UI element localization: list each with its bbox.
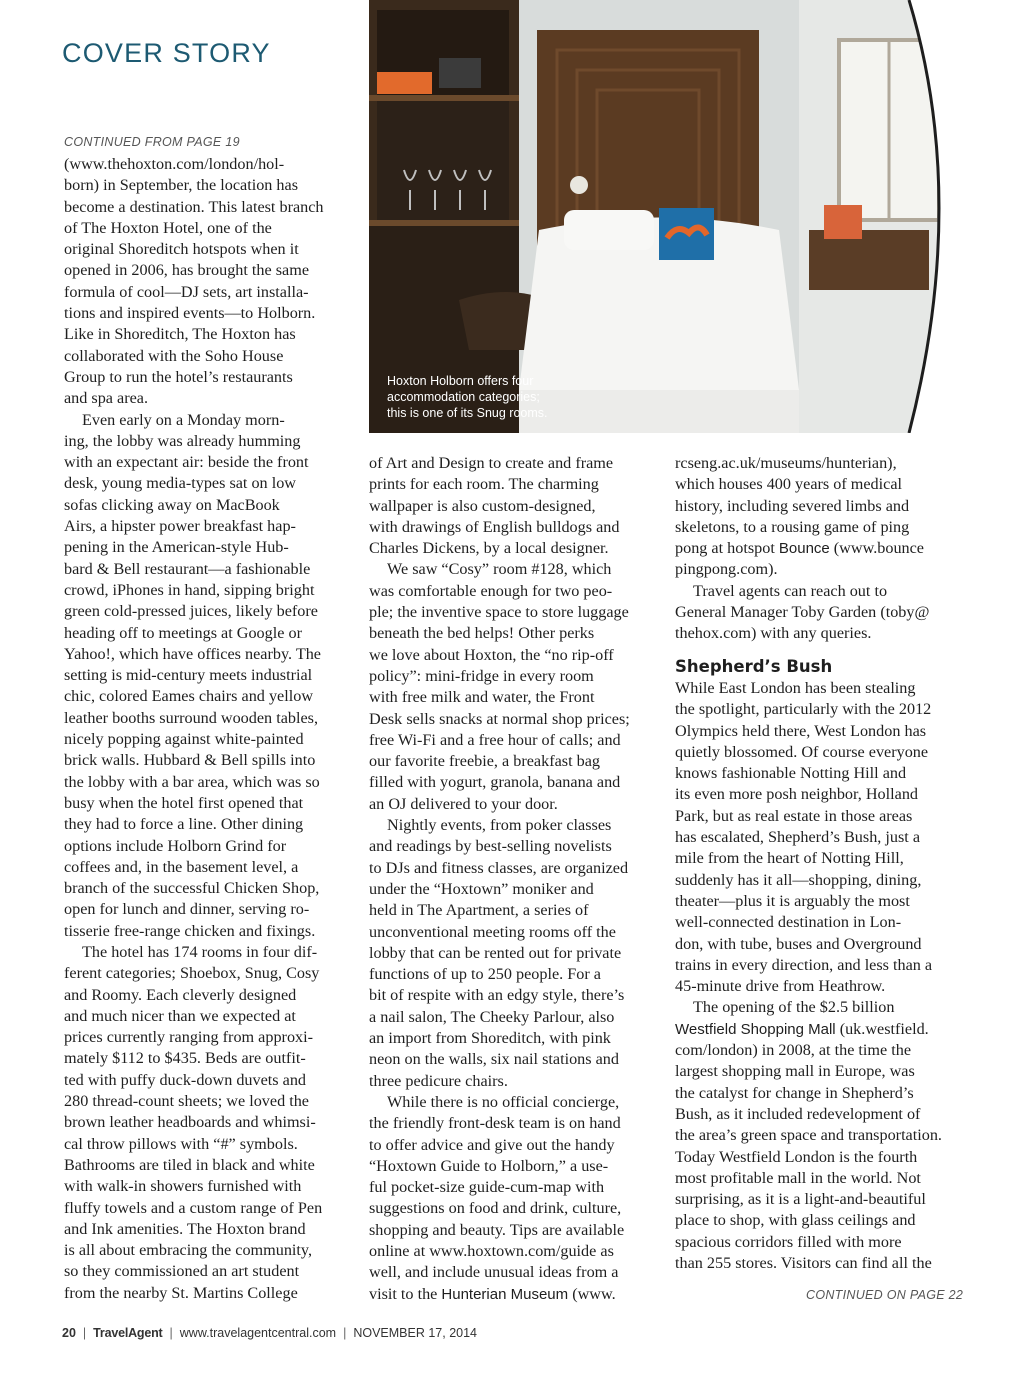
text-line: functions of up to 250 people. For a bbox=[369, 965, 601, 984]
continued-from-label: CONTINUED FROM PAGE 19 bbox=[64, 135, 240, 149]
text-line: “Hoxtown Guide to Holborn,” a use- bbox=[369, 1156, 609, 1175]
text-line: suddenly has it all—shopping, dining, bbox=[675, 870, 922, 889]
paragraph bbox=[64, 410, 354, 942]
paragraph bbox=[675, 453, 965, 581]
text-fragment: (www.bounce bbox=[829, 539, 924, 558]
text-line: with an expectant air: beside the front bbox=[64, 453, 309, 472]
text-line: with free milk and water, the Front bbox=[369, 688, 595, 707]
text-line: the lobby with a bar area, which was so bbox=[64, 772, 320, 791]
footer-separator: | bbox=[82, 1326, 87, 1340]
text-line bbox=[675, 538, 965, 559]
paragraph bbox=[675, 997, 965, 1274]
text-line: coffees and, in the basement level, a bbox=[64, 857, 299, 876]
text-line: neon on the walls, six nail stations and bbox=[369, 1050, 619, 1069]
text-line: become a destination. This latest branch bbox=[64, 197, 324, 216]
text-line: prints for each room. The charming bbox=[369, 475, 599, 494]
text-line: history, including severed limbs and bbox=[675, 496, 910, 515]
text-line: Park, but as real estate in those areas bbox=[675, 806, 913, 825]
text-line: unconventional meeting rooms off the bbox=[369, 922, 616, 941]
paragraph bbox=[369, 1092, 649, 1305]
text-line: to offer advice and give out the handy bbox=[369, 1135, 615, 1154]
text-line: spacious corridors filled with more bbox=[675, 1232, 902, 1251]
text-line: to DJs and fitness classes, are organized bbox=[369, 858, 629, 877]
text-fragment: (www. bbox=[568, 1284, 616, 1303]
text-fragment: visit to the bbox=[369, 1284, 442, 1303]
text-line: of Art and Design to create and frame bbox=[369, 454, 614, 472]
text-fragment: pong at hotspot bbox=[675, 539, 779, 558]
text-line: While there is no official concierge, bbox=[387, 1092, 620, 1111]
text-line: our favorite freebie, a breakfast bag bbox=[369, 752, 600, 771]
text-line: heading off to meetings at Google or bbox=[64, 623, 302, 642]
text-line: Bathrooms are tiled in black and white bbox=[64, 1155, 315, 1174]
text-line: collaborated with the Soho House bbox=[64, 346, 284, 365]
text-line: filled with yogurt, granola, banana and bbox=[369, 773, 621, 792]
text-line: Travel agents can reach out to bbox=[693, 581, 888, 600]
text-line: suggestions on food and drink, culture, bbox=[369, 1199, 622, 1218]
text-line: was comfortable enough for two peo- bbox=[369, 581, 613, 600]
text-line: cal throw pillows with “#” symbols. bbox=[64, 1134, 298, 1153]
text-line: theater—plus it is arguably the most bbox=[675, 891, 910, 910]
text-line: nicely popping against white-painted bbox=[64, 730, 304, 749]
radio bbox=[439, 58, 481, 88]
text-line: well-connected destination in Lon- bbox=[675, 913, 902, 932]
text-line: Charles Dickens, by a local designer. bbox=[369, 539, 609, 558]
reading-lamp bbox=[570, 176, 588, 194]
paragraph bbox=[369, 815, 649, 1092]
text-line: with walk-in showers furnished with bbox=[64, 1177, 302, 1196]
text-line: surprising, as it is a light-and-beautiful bbox=[675, 1190, 926, 1209]
text-line: largest shopping mall in Europe, was bbox=[675, 1062, 915, 1081]
website-url: www.travelagentcentral.com bbox=[179, 1326, 337, 1340]
text-line: pening in the American-style Hub- bbox=[64, 538, 289, 557]
bounce-venue-name: Bounce bbox=[778, 540, 830, 558]
text-line: which houses 400 years of medical bbox=[675, 475, 903, 494]
text-line: options include Holborn Grind for bbox=[64, 836, 287, 855]
text-line bbox=[369, 1284, 649, 1305]
caption-line: accommodation categories; bbox=[387, 390, 540, 404]
text-line: bit of respite with an edgy style, there’s bbox=[369, 986, 625, 1005]
subheading-shepherds-bush: Shepherd’s Bush bbox=[675, 656, 833, 676]
text-line: its even more posh neighbor, Holland bbox=[675, 785, 919, 804]
text-line: so they commissioned an art student bbox=[64, 1262, 300, 1281]
text-line: online at www.hoxtown.com/guide as bbox=[369, 1241, 614, 1260]
text-line: 280 thread-count sheets; we loved the bbox=[64, 1092, 309, 1111]
paragraph bbox=[675, 581, 965, 645]
text-line: Olympics held there, West London has bbox=[675, 721, 927, 740]
text-line: bard & Bell restaurant—a fashionable bbox=[64, 559, 311, 578]
paragraph bbox=[64, 942, 354, 1304]
text-line: Like in Shoreditch, The Hoxton has bbox=[64, 325, 296, 344]
text-line: busy when the hotel first opened that bbox=[64, 793, 304, 812]
text-line: beneath the bed helps! Other perks bbox=[369, 624, 595, 643]
text-line: mately $112 to $435. Beds are outfit- bbox=[64, 1049, 306, 1068]
text-line: branch of the successful Chicken Shop, bbox=[64, 879, 320, 898]
magazine-brand: TravelAgent bbox=[93, 1326, 163, 1340]
text-line: ing, the lobby was already humming bbox=[64, 431, 301, 450]
text-line: free Wi-Fi and a free hour of calls; and bbox=[369, 730, 621, 749]
text-line: General Manager Toby Garden (toby@ bbox=[675, 603, 930, 622]
text-line: than 255 stores. Visitors can find all the bbox=[675, 1253, 932, 1272]
text-line: has escalated, Shepherd’s Bush, just a bbox=[675, 828, 921, 847]
text-line: com/london) in 2008, at the time the bbox=[675, 1041, 912, 1060]
text-line: prices currently ranging from approxi- bbox=[64, 1028, 314, 1047]
text-line: The opening of the $2.5 billion bbox=[693, 998, 895, 1017]
issue-date: NOVEMBER 17, 2014 bbox=[353, 1326, 478, 1340]
text-line: ted with puffy duck-down duvets and bbox=[64, 1070, 307, 1089]
hotel-room-photo bbox=[369, 0, 960, 433]
text-line: the friendly front-desk team is on hand bbox=[369, 1114, 621, 1133]
text-line: chic, colored Eames chairs and yellow bbox=[64, 687, 314, 706]
text-line: they had to force a line. Other dining bbox=[64, 815, 304, 834]
text-line: formula of cool—DJ sets, art installa- bbox=[64, 282, 309, 301]
text-line: desk, young media-types sat on low bbox=[64, 474, 296, 493]
text-line: open for lunch and dinner, serving ro- bbox=[64, 900, 310, 919]
text-line: and much nicer than we expected at bbox=[64, 1006, 296, 1025]
text-line: three pedicure chairs. bbox=[369, 1071, 508, 1090]
page-footer bbox=[62, 1326, 477, 1340]
body-column-2 bbox=[369, 453, 649, 1305]
text-line: Even early on a Monday morn- bbox=[82, 410, 285, 429]
text-line: Bush, as it included redevelopment of bbox=[675, 1104, 921, 1123]
text-line: under the “Hoxtown” moniker and bbox=[369, 879, 594, 898]
text-line: (www.thehoxton.com/london/hol- bbox=[64, 155, 285, 173]
text-line: born) in September, the location has bbox=[64, 176, 299, 195]
text-line: Nightly events, from poker classes bbox=[387, 816, 612, 835]
text-line: sofas clicking away on MacBook bbox=[64, 495, 280, 514]
text-line: most profitable mall in the world. Not bbox=[675, 1168, 921, 1187]
text-line: 45-minute drive from Heathrow. bbox=[675, 977, 886, 996]
continued-on-label: CONTINUED ON PAGE 22 bbox=[806, 1288, 964, 1302]
text-line: The hotel has 174 rooms in four dif- bbox=[82, 942, 318, 961]
paragraph bbox=[369, 453, 649, 559]
text-line: opened in 2006, has brought the same bbox=[64, 261, 310, 280]
text-line: the spotlight, particularly with the 2012 bbox=[675, 700, 932, 719]
text-line: knows fashionable Notting Hill and bbox=[675, 764, 907, 783]
text-line: crowd, iPhones in hand, sipping bright bbox=[64, 580, 315, 599]
text-line: trains in every direction, and less than a bbox=[675, 955, 933, 974]
text-line: place to shop, with glass ceilings and bbox=[675, 1211, 916, 1230]
text-line: and spa area. bbox=[64, 389, 149, 408]
caption-line: Hoxton Holborn offers four bbox=[387, 374, 534, 388]
text-line: of The Hoxton Hotel, one of the bbox=[64, 218, 272, 237]
text-line: wallpaper is also custom-designed, bbox=[369, 496, 596, 515]
text-line: rcseng.ac.uk/museums/hunterian), bbox=[675, 454, 897, 472]
text-line: While East London has been stealing bbox=[675, 678, 916, 697]
westfield-mall-name: Westfield Shopping Mall bbox=[675, 1020, 836, 1038]
text-line: brick walls. Hubbard & Bell spills into bbox=[64, 751, 316, 770]
text-line: Airs, a hipster power breakfast hap- bbox=[64, 517, 296, 536]
window-cushion bbox=[824, 205, 862, 239]
text-line: original Shoreditch hotspots when it bbox=[64, 240, 299, 259]
section-label: COVER STORY bbox=[62, 38, 271, 68]
text-line: skeletons, to a rousing game of ping bbox=[675, 517, 910, 536]
text-line: from the nearby St. Martins College bbox=[64, 1283, 298, 1302]
text-line: mile from the heart of Notting Hill, bbox=[675, 849, 904, 868]
text-fragment: (uk.westfield. bbox=[835, 1019, 929, 1038]
text-line: ferent categories; Shoebox, Snug, Cosy bbox=[64, 964, 320, 983]
paragraph bbox=[369, 559, 649, 815]
text-line: don, with tube, buses and Overground bbox=[675, 934, 922, 953]
paragraph bbox=[675, 678, 965, 997]
text-line: setting is mid-century meets industrial bbox=[64, 666, 313, 685]
text-line: ple; the inventive space to store luggage bbox=[369, 603, 629, 622]
page-number: 20 bbox=[62, 1326, 76, 1340]
text-line: with drawings of English bulldogs and bbox=[369, 517, 620, 536]
text-line: and Ink amenities. The Hoxton brand bbox=[64, 1219, 306, 1238]
text-line: an OJ delivered to your door. bbox=[369, 794, 558, 813]
text-line: shopping and beauty. Tips are available bbox=[369, 1220, 625, 1239]
footer-separator: | bbox=[169, 1326, 173, 1340]
text-line: brown leather headboards and whimsi- bbox=[64, 1113, 316, 1132]
text-line: Desk sells snacks at normal shop prices; bbox=[369, 709, 630, 728]
text-line bbox=[675, 1019, 965, 1040]
text-line: the catalyst for change in Shepherd’s bbox=[675, 1083, 914, 1102]
text-line: the area’s green space and transportation. bbox=[675, 1126, 942, 1145]
text-line: well, and include unusual ideas from a bbox=[369, 1263, 619, 1282]
hunterian-museum-name: Hunterian Museum bbox=[441, 1285, 569, 1303]
text-line: and Roomy. Each cleverly designed bbox=[64, 985, 297, 1004]
books bbox=[377, 72, 432, 94]
text-line: leather booths surround wooden tables, bbox=[64, 708, 318, 727]
text-line: Today Westfield London is the fourth bbox=[675, 1147, 918, 1166]
photo-caption bbox=[387, 373, 548, 421]
body-column-3 bbox=[675, 453, 965, 1274]
text-line: Group to run the hotel’s restaurants bbox=[64, 367, 293, 386]
text-line: held in The Apartment, a series of bbox=[369, 901, 589, 920]
text-line: quietly blossomed. Of course everyone bbox=[675, 742, 929, 761]
text-line: We saw “Cosy” room #128, which bbox=[387, 560, 612, 579]
text-line: fluffy towels and a custom range of Pen bbox=[64, 1198, 323, 1217]
text-line: is all about embracing the community, bbox=[64, 1241, 312, 1260]
text-line: an import from Shoreditch, with pink bbox=[369, 1029, 611, 1048]
text-line: ful pocket-size guide-cum-map with bbox=[369, 1178, 605, 1197]
caption-line: this is one of its Snug rooms. bbox=[387, 406, 548, 420]
footer-separator: | bbox=[343, 1326, 347, 1340]
text-line: Yahoo!, which have offices nearby. The bbox=[64, 644, 321, 663]
text-line: green cold-pressed juices, likely before bbox=[64, 602, 318, 621]
text-line: policy”: mini-fridge in every room bbox=[369, 666, 594, 685]
text-line: pingpong.com). bbox=[675, 560, 778, 579]
text-line: thehox.com) with any queries. bbox=[675, 624, 872, 643]
body-column-1 bbox=[64, 154, 354, 1304]
hotel-room-illustration bbox=[369, 0, 960, 433]
text-line: a nail salon, The Cheeky Parlour, also bbox=[369, 1007, 615, 1026]
text-line: we love about Hoxton, the “no rip-off bbox=[369, 645, 614, 664]
paragraph bbox=[64, 154, 354, 410]
text-line: and readings by best-selling novelists bbox=[369, 837, 612, 856]
text-line: tions and inspired events—to Holborn. bbox=[64, 304, 316, 323]
text-line: tisserie free-range chicken and fixings. bbox=[64, 921, 316, 940]
text-line: lobby that can be rented out for private bbox=[369, 943, 622, 962]
